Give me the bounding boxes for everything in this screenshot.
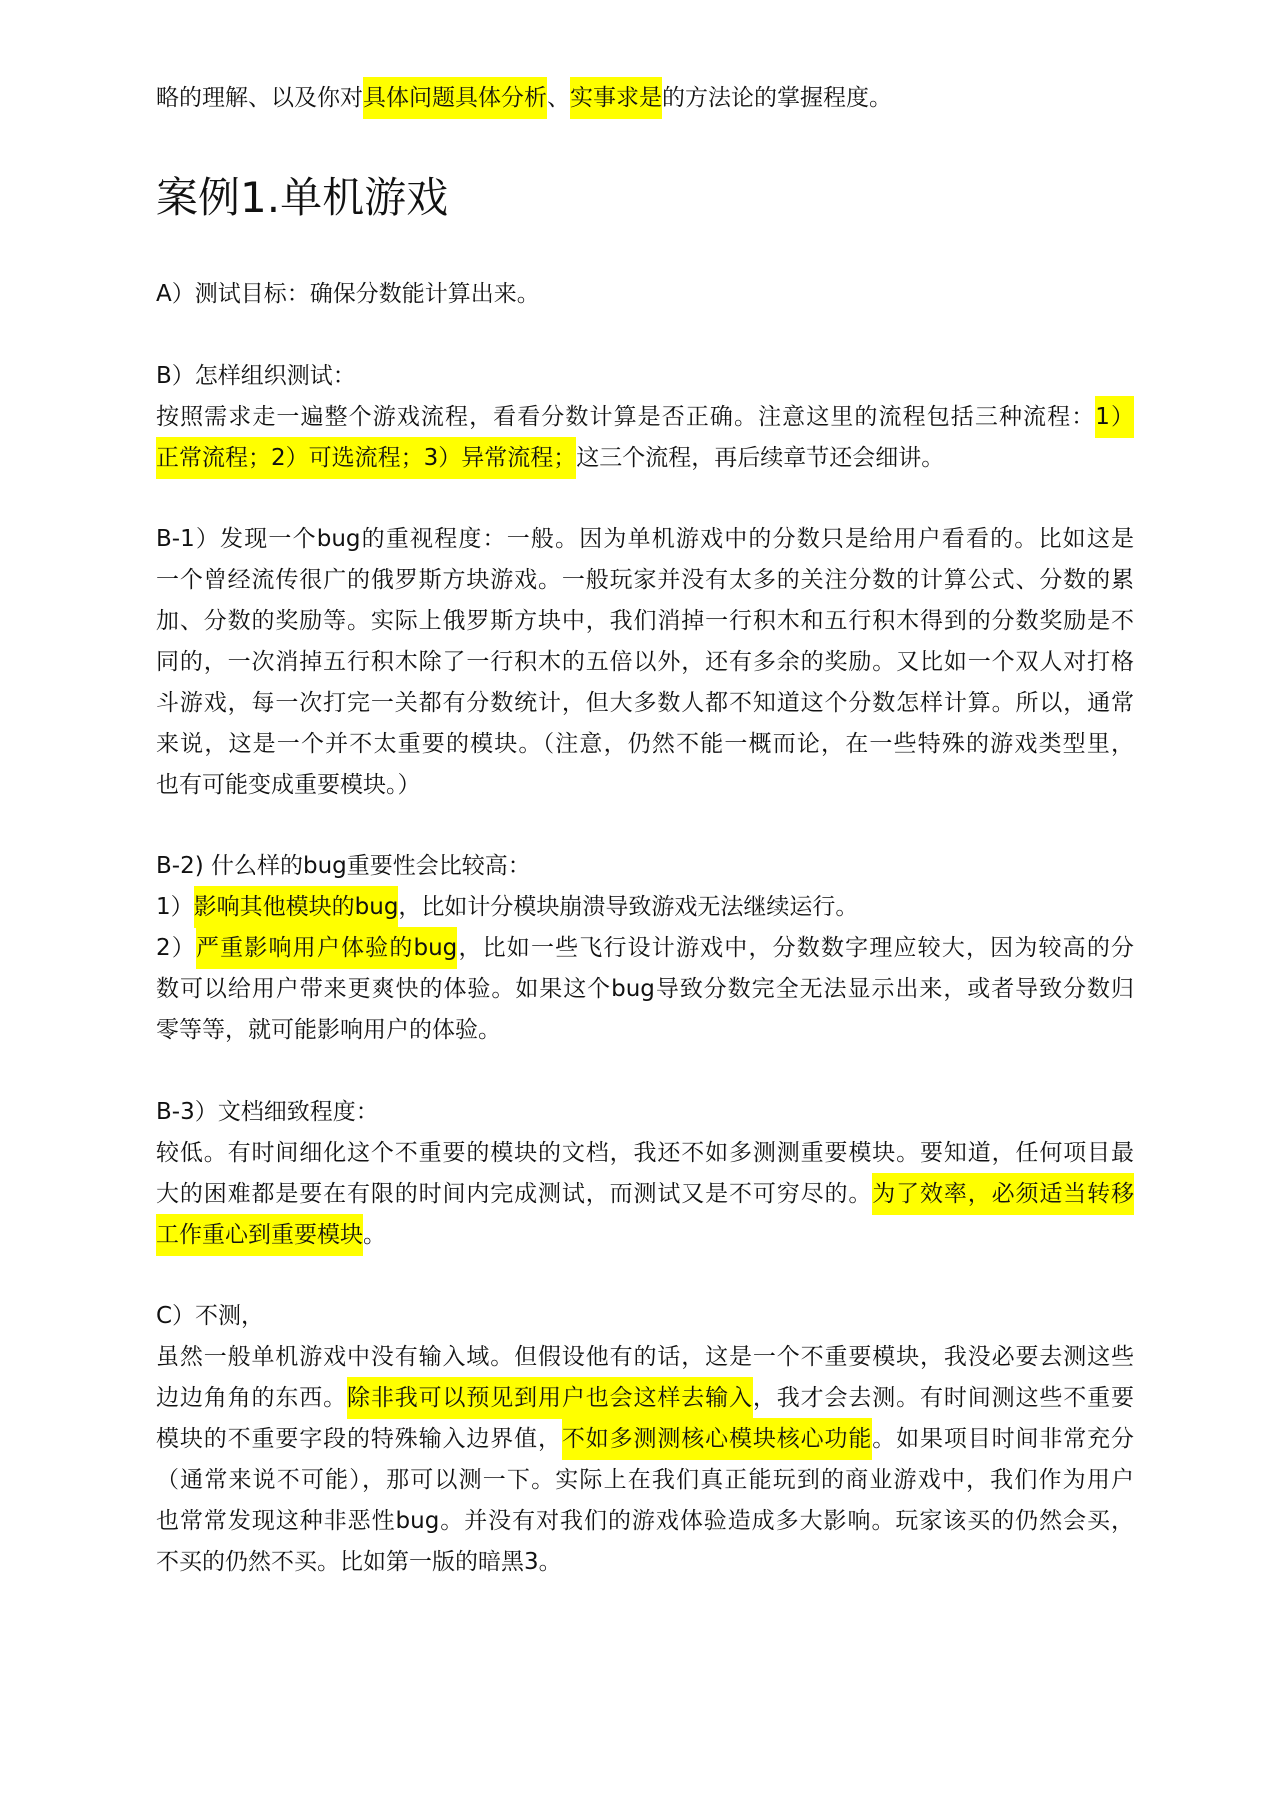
text-line [156, 1337, 1134, 1378]
text-segment: 略的理解、以及你对 [156, 85, 363, 111]
text-segment: B-3）文档细致程度： [156, 1099, 379, 1125]
text-segment: 零等等，就可能影响用户的体验。 [156, 1017, 501, 1043]
text-segment: 一个曾经流传很广的俄罗斯方块游戏。一般玩家并没有太多的关注分数的计算公式、分数的累 [156, 567, 1134, 593]
text-segment: 数可以给用户带来更爽快的体验。如果这个bug导致分数完全无法显示出来，或者导致分数归 [156, 976, 1134, 1002]
text-segment: C）不测， [156, 1303, 265, 1329]
highlighted-text: 正常流程；2）可选流程；3）异常流程； [156, 437, 576, 479]
text-segment: 边边角角的东西。 [156, 1385, 347, 1411]
text-segment: 。如果项目时间非常充分 [872, 1426, 1134, 1452]
intro-paragraph [156, 78, 1134, 119]
text-segment: B）怎样组织测试： [156, 363, 356, 389]
text-line [156, 683, 1134, 724]
text-line [156, 397, 1134, 438]
text-segment: 较低。有时间细化这个不重要的模块的文档，我还不如多测测重要模块。要知道，任何项目最 [156, 1140, 1134, 1166]
text-segment: 虽然一般单机游戏中没有输入域。但假设他有的话，这是一个不重要模块，我没必要去测这些 [156, 1344, 1134, 1370]
text-line [156, 1010, 1134, 1051]
text-line [156, 519, 1134, 560]
section-b1-bug-priority [156, 519, 1134, 806]
text-line [156, 724, 1134, 765]
highlighted-text: 实事求是 [570, 77, 662, 119]
section-b2-important-bugs [156, 846, 1134, 1051]
text-line [156, 1378, 1134, 1419]
text-segment: 这三个流程，再后续章节还会细讲。 [576, 445, 945, 471]
text-line [156, 1460, 1134, 1501]
highlighted-text: 1） [1095, 396, 1134, 438]
text-line [156, 1215, 1134, 1256]
section-b-organize-testing [156, 356, 1134, 479]
highlighted-text: 除非我可以预见到用户也会这样去输入 [347, 1377, 753, 1419]
text-line [156, 601, 1134, 642]
highlighted-text: 严重影响用户体验的bug [196, 927, 457, 969]
highlighted-text: 不如多测测核心模块核心功能 [562, 1418, 872, 1460]
text-line [156, 887, 1134, 928]
text-segment: ，比如计分模块崩溃导致游戏无法继续运行。 [398, 894, 859, 920]
text-segment: ，我才会去测。有时间测这些不重要 [752, 1385, 1134, 1411]
text-line [156, 846, 1134, 887]
text-segment: 大的困难都是要在有限的时间内完成测试，而测试又是不可穷尽的。 [156, 1181, 873, 1207]
text-line [156, 928, 1134, 969]
text-line [156, 1133, 1134, 1174]
text-segment: 斗游戏，每一次打完一关都有分数统计，但大多数人都不知道这个分数怎样计算。所以，通常 [156, 690, 1134, 716]
highlighted-text: 工作重心到重要模块 [156, 1214, 363, 1256]
text-segment: B-2) 什么样的bug重要性会比较高： [156, 853, 531, 879]
text-segment: 加、分数的奖励等。实际上俄罗斯方块中，我们消掉一行积木和五行积木得到的分数奖励是不 [156, 608, 1134, 634]
text-segment: A）测试目标：确保分数能计算出来。 [156, 281, 540, 307]
text-line [156, 1419, 1134, 1460]
text-line [156, 1174, 1134, 1215]
text-line [156, 1296, 1134, 1337]
text-segment: ，比如一些飞行设计游戏中，分数数字理应较大，因为较高的分 [457, 935, 1135, 961]
section-c-no-test [156, 1296, 1134, 1583]
text-segment: 不买的仍然不买。比如第一版的暗黑3。 [156, 1549, 562, 1575]
text-segment: （通常来说不可能），那可以测一下。实际上在我们真正能玩到的商业游戏中，我们作为用户 [156, 1467, 1134, 1493]
text-line [156, 438, 1134, 479]
text-segment: 的方法论的掌握程度。 [662, 85, 892, 111]
text-segment: 。 [363, 1222, 386, 1248]
text-segment: 、 [547, 85, 570, 111]
highlighted-text: 具体问题具体分析 [363, 77, 547, 119]
text-segment: B-1）发现一个bug的重视程度：一般。因为单机游戏中的分数只是给用户看看的。比如这是 [156, 526, 1134, 552]
text-segment: 模块的不重要字段的特殊输入边界值， [156, 1426, 562, 1452]
text-line [156, 1092, 1134, 1133]
text-line [156, 560, 1134, 601]
text-line [156, 765, 1134, 806]
highlighted-text: 为了效率，必须适当转移 [872, 1173, 1134, 1215]
text-segment: 同的，一次消掉五行积木除了一行积木的五倍以外，还有多余的奖励。又比如一个双人对打格 [156, 649, 1134, 675]
highlighted-text: 影响其他模块的bug [194, 886, 399, 928]
text-line [156, 274, 1134, 315]
text-line [156, 78, 1134, 119]
section-heading: 案例1.单机游戏 [156, 173, 449, 222]
text-segment: 也有可能变成重要模块。） [156, 772, 421, 798]
text-segment: 按照需求走一遍整个游戏流程，看看分数计算是否正确。注意这里的流程包括三种流程： [156, 404, 1096, 430]
text-segment: 也常常发现这种非恶性bug。并没有对我们的游戏体验造成多大影响。玩家该买的仍然会买， [156, 1508, 1134, 1534]
text-line [156, 969, 1134, 1010]
text-line [156, 356, 1134, 397]
text-segment: 来说，这是一个并不太重要的模块。（注意，仍然不能一概而论，在一些特殊的游戏类型里， [156, 731, 1134, 757]
text-line [156, 1501, 1134, 1542]
section-a-test-goal [156, 274, 1134, 315]
text-line [156, 1542, 1134, 1583]
text-segment: 2） [156, 935, 196, 961]
section-b3-doc-detail [156, 1092, 1134, 1256]
text-segment: 1） [156, 894, 194, 920]
text-line [156, 642, 1134, 683]
